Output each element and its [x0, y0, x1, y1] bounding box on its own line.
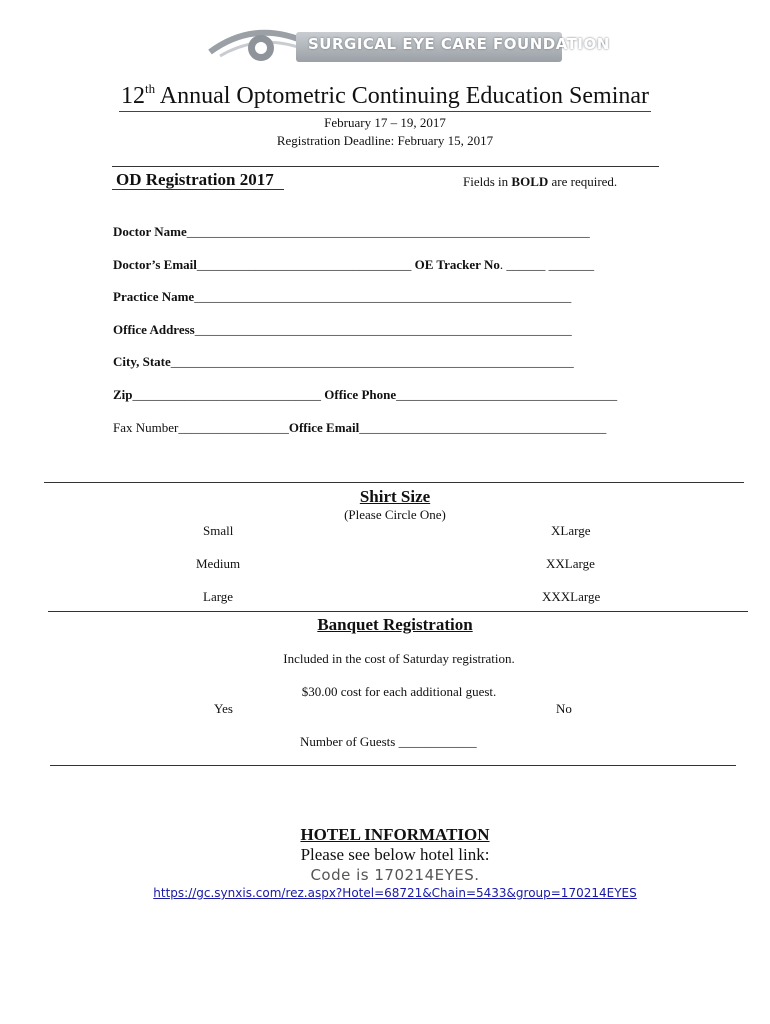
office-phone-line[interactable]: __________________________________ — [396, 387, 618, 402]
shirt-option-medium[interactable]: Medium — [196, 556, 241, 571]
banquet-yes-option[interactable]: Yes — [214, 701, 233, 716]
foundation-logo — [206, 22, 610, 70]
city-state-field[interactable] — [113, 354, 574, 370]
zip-phone-field[interactable] — [113, 387, 617, 403]
office-email-label: Office Email — [288, 420, 360, 435]
heading-underline — [112, 189, 284, 190]
office-address-label: Office Address — [113, 322, 195, 337]
city-state-line[interactable]: ______________________________________________________________ — [170, 354, 574, 369]
seminar-dates: February 17 – 19, 2017 — [324, 115, 446, 130]
office-phone-label: Office Phone — [324, 387, 397, 402]
hotel-subtitle: Please see below hotel link: — [300, 845, 490, 864]
zip-label: Zip — [113, 387, 133, 402]
zip-line[interactable]: _____________________________ — [132, 387, 322, 402]
doctor-name-field[interactable] — [113, 224, 590, 240]
banquet-title: Banquet Registration — [317, 615, 473, 634]
banquet-no-option[interactable]: No — [556, 701, 572, 716]
title-number: 12 — [120, 83, 145, 109]
shirt-option-large[interactable]: Large — [203, 589, 234, 604]
office-address-line[interactable]: __________________________________________________________ — [194, 322, 572, 337]
practice-name-label: Practice Name — [113, 289, 195, 304]
divider — [48, 611, 748, 612]
hotel-title: HOTEL INFORMATION — [300, 825, 490, 844]
shirt-option-small[interactable]: Small — [203, 523, 234, 538]
divider — [50, 765, 736, 766]
doctor-name-line[interactable]: ______________________________________________________________ — [186, 224, 590, 239]
fax-number-line[interactable]: _________________ — [178, 420, 289, 435]
shirt-option-xxxlarge[interactable]: XXXLarge — [542, 589, 601, 604]
banquet-cost: $30.00 cost for each additional guest. — [301, 684, 497, 699]
shirt-option-xlarge[interactable]: XLarge — [551, 523, 591, 538]
title-text: Annual Optometric Continuing Education Seminar — [155, 83, 650, 109]
page-title — [0, 83, 770, 112]
registration-heading: OD Registration 2017 — [116, 170, 274, 189]
guest-count-field[interactable]: Number of Guests ____________ — [300, 734, 477, 749]
fax-number-label: Fax Number — [113, 420, 179, 435]
divider — [112, 166, 659, 167]
practice-name-line[interactable]: __________________________________________________________ — [194, 289, 572, 304]
hotel-code: Code is 170214EYES. — [310, 866, 480, 884]
title-suffix: th — [144, 81, 156, 96]
doctors-email-line[interactable]: _________________________________ — [196, 257, 412, 272]
oe-tracker-label: OE Tracker No — [414, 257, 500, 272]
banquet-included: Included in the cost of Saturday registration. — [283, 651, 515, 666]
shirt-size-instruction: (Please Circle One) — [344, 507, 446, 522]
required-note-suffix: are required. — [548, 174, 618, 189]
office-email-line[interactable]: ______________________________________ — [359, 420, 607, 435]
shirt-size-title: Shirt Size — [359, 487, 431, 506]
office-address-field[interactable] — [113, 322, 572, 338]
required-note-bold: BOLD — [511, 174, 549, 189]
fax-email-field[interactable] — [113, 420, 606, 436]
divider — [44, 482, 744, 483]
oe-tracker-line[interactable]: . ______ _______ — [499, 257, 595, 272]
city-state-label: City, State — [113, 354, 171, 369]
doctors-email-field[interactable] — [113, 257, 594, 273]
practice-name-field[interactable] — [113, 289, 571, 305]
doctor-name-label: Doctor Name — [113, 224, 187, 239]
shirt-option-xxlarge[interactable]: XXLarge — [546, 556, 595, 571]
required-note — [463, 174, 617, 190]
hotel-link[interactable]: https://gc.synxis.com/rez.aspx?Hotel=68721&Chain=5433&group=170214EYES — [153, 886, 637, 900]
required-note-prefix: Fields in — [463, 174, 512, 189]
logo-text: SURGICAL EYE CARE FOUNDATION — [308, 35, 610, 53]
registration-deadline: Registration Deadline: February 15, 2017 — [276, 133, 494, 148]
doctors-email-label: Doctor’s Email — [113, 257, 197, 272]
